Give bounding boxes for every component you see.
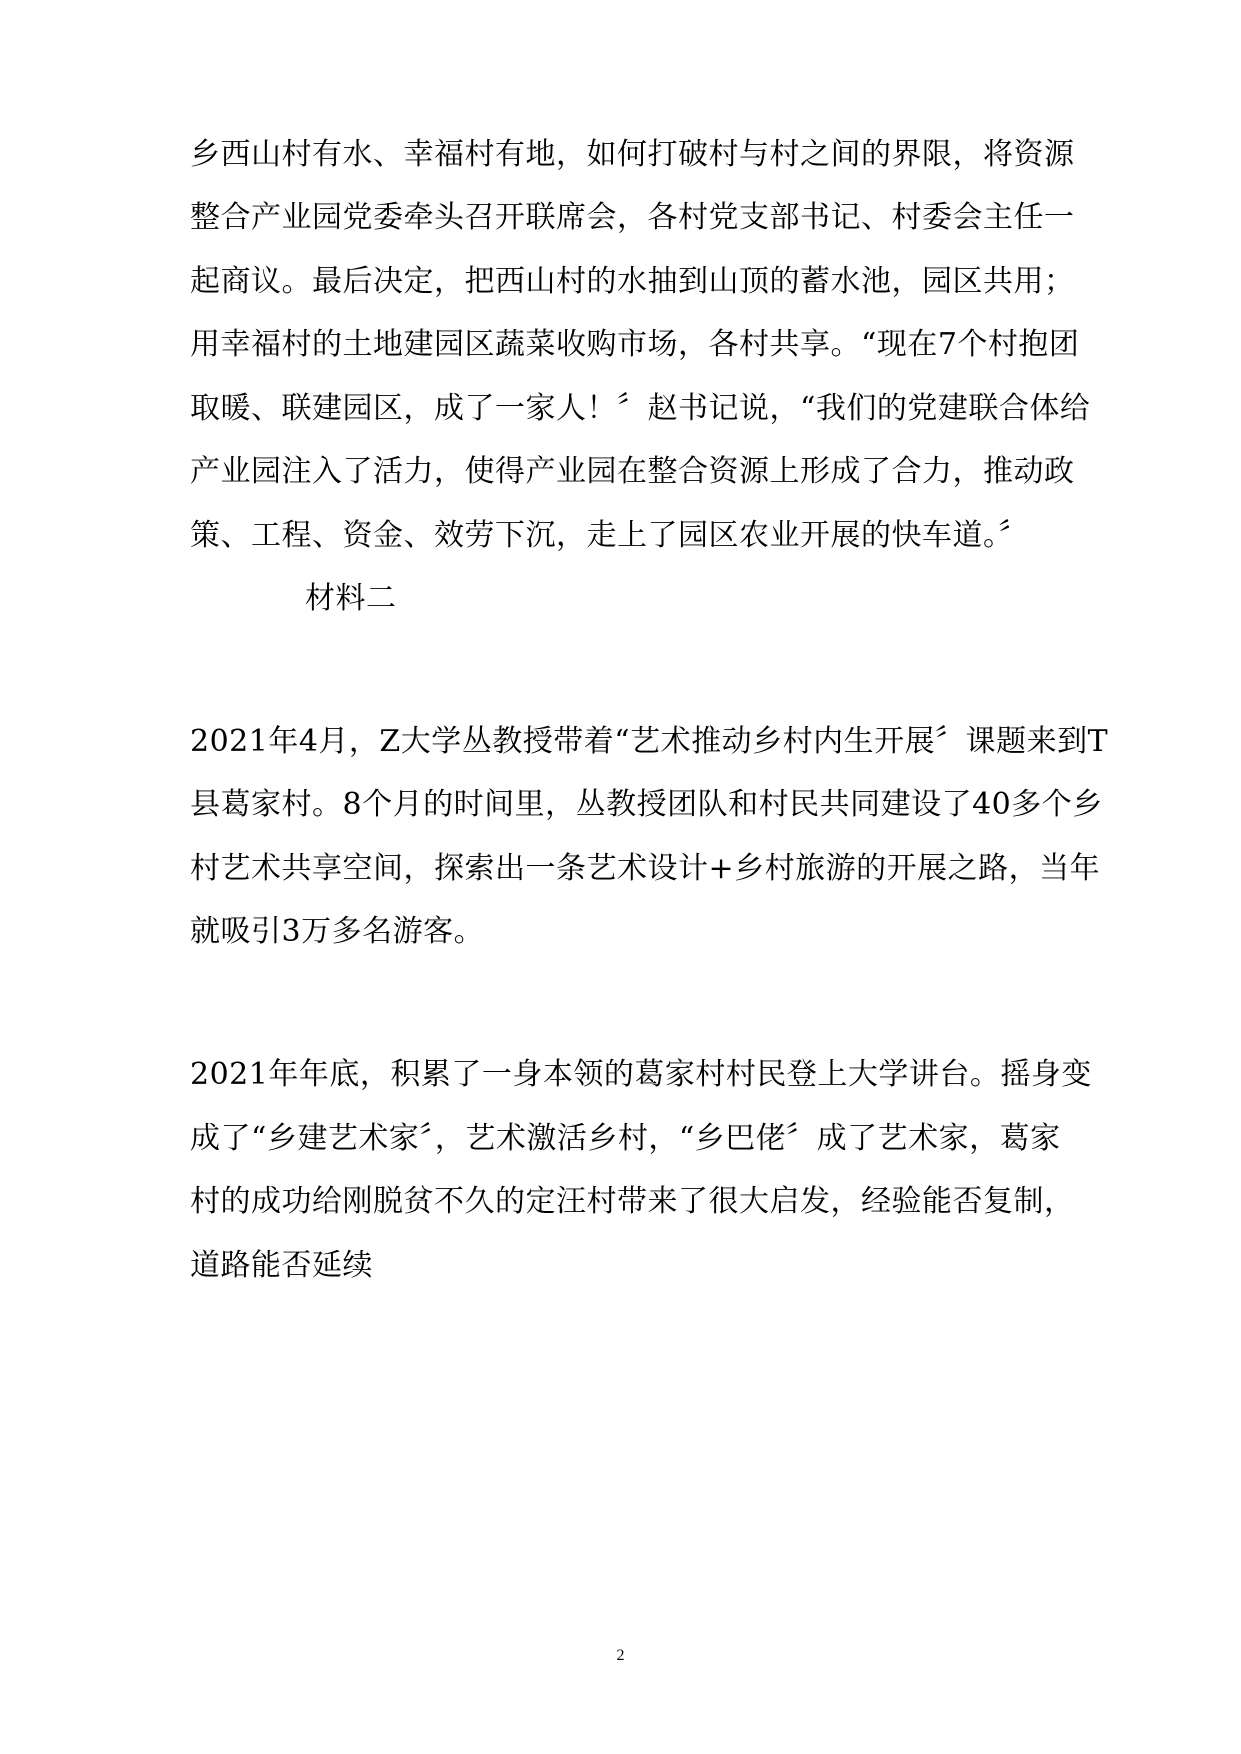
text-line: 村的成功给刚脱贫不久的定汪村带来了很大启发，经验能否复制， [190,1184,1075,1219]
text-line: 成了“乡建艺术家〞，艺术激活乡村，“乡巴佬〞成了艺术家，葛家 [190,1121,1061,1156]
text-line: 策、工程、资金、效劳下沉，走上了园区农业开展的快车道。〞 [190,518,1029,553]
text-line: 乡西山村有水、幸福村有地，如何打破村与村之间的界限，将资源 [190,137,1075,172]
text-line: 取暖、联建园区，成了一家人！〞赵书记说，“我们的党建联合体给 [190,391,1091,426]
text-line: 县葛家村。8个月的时间里，丛教授团队和村民共同建设了40多个乡 [190,787,1103,822]
text-line: 起商议。最后决定，把西山村的水抽到山顶的蓄水池，园区共用； [190,264,1075,299]
page-number: 2 [616,1647,625,1664]
text-line: 整合产业园党委牵头召开联席会，各村党支部书记、村委会主任一 [190,200,1075,235]
text-line: 产业园注入了活力，使得产业园在整合资源上形成了合力，推动政 [190,454,1075,489]
section-heading: 材料二 [305,581,397,616]
text-line: 就吸引3万多名游客。 [190,914,485,949]
text-line: 用幸福村的土地建园区蔬菜收购市场，各村共享。“现在7个村抱团 [190,327,1080,362]
text-line: 道路能否延续 [190,1248,373,1283]
text-line: 2021年4月，Z大学丛教授带着“艺术推动乡村内生开展〞课题来到T [190,724,1109,759]
text-line: 村艺术共享空间，探索出一条艺术设计+乡村旅游的开展之路，当年 [190,851,1101,886]
text-line: 2021年年底，积累了一身本领的葛家村村民登上大学讲台。摇身变 [190,1057,1092,1092]
